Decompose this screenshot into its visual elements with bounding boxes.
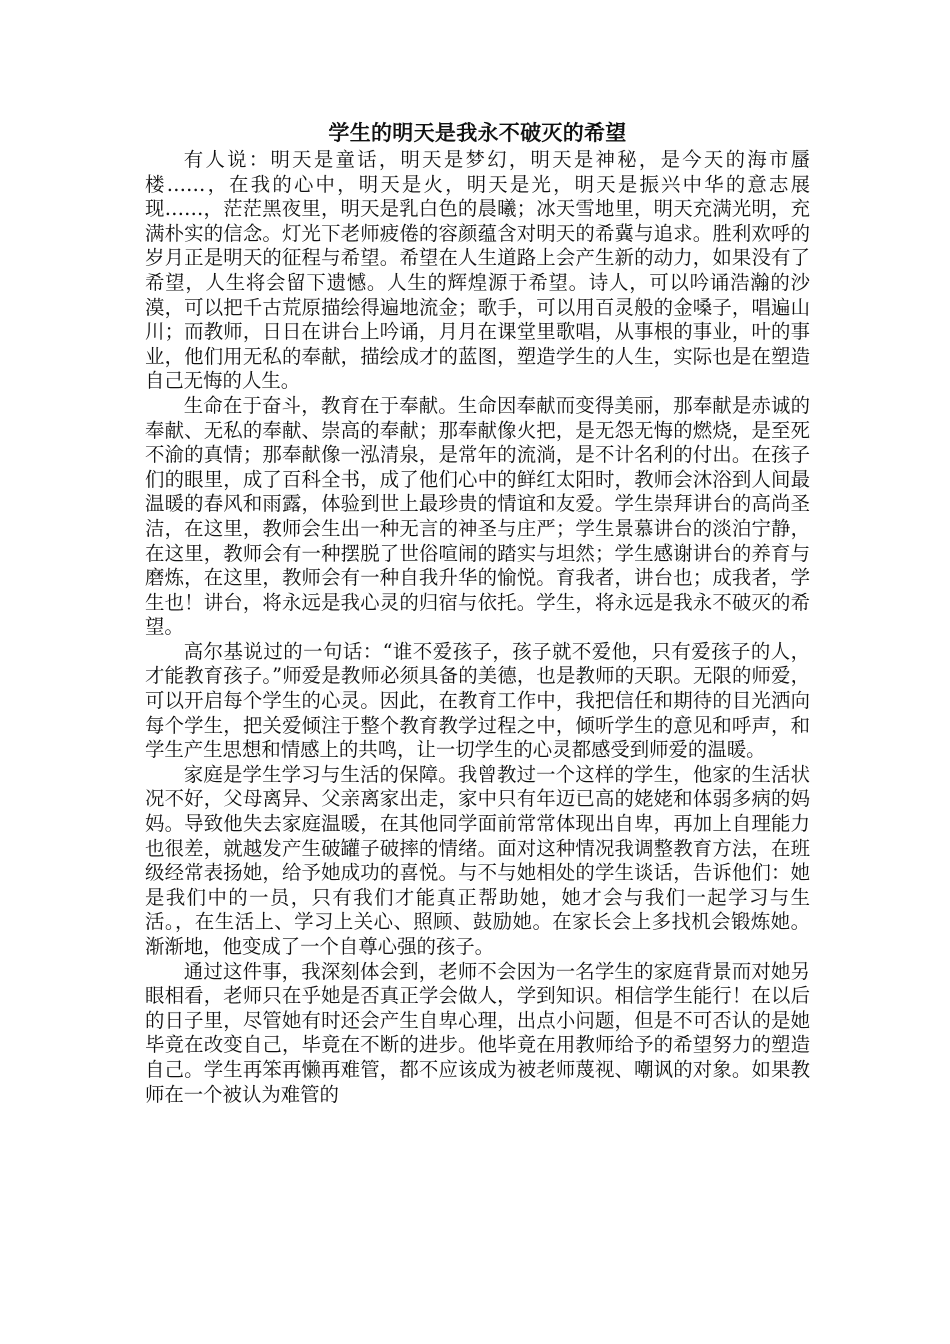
document-title: 学生的明天是我永不破灭的希望 [328, 120, 627, 145]
paragraph-3: 高尔基说过的一句话：“谁不爱孩子，孩子就不爱他，只有爱孩子的人，才能教育孩子。”师爱是教师必须具备的美德，也是教师的天职。无限的师爱，可以开启每个学生的心灵。因此，在教育工作中，我把信任和期待的目光洒向每个学生，把关爱倾注于整个教育教学过程之中，倾听学生的意见和呼声，和学生产生思想和情感上的共鸣，让一切学生的心灵都感受到师爱的温暖。 [145, 639, 810, 762]
paragraph-1: 有人说：明天是童话，明天是梦幻，明天是神秘，是今天的海市蜃楼……，在我的心中，明天是火，明天是光，明天是振兴中华的意志展现……，茫茫黑夜里，明天是乳白色的晨曦；冰天雪地里，明天充满光明，充满朴实的信念。灯光下老师疲倦的容颜蕴含对明天的希冀与追求。胜利欢呼的岁月正是明天的征程与希望。希望在人生道路上会产生新的动力，如果没有了希望，人生将会留下遗憾。人生的辉煌源于希望。诗人，可以吟诵浩瀚的沙漠，可以把千古荒原描绘得遍地流金；歌手，可以用百灵般的金嗓子，唱遍山川；而教师，日日在讲台上吟诵，月月在课堂里歌唱，从事根的事业，叶的事业，他们用无私的奉献，描绘成才的蓝图，塑造学生的人生，实际也是在塑造自己无悔的人生。 [145, 148, 810, 393]
paragraph-4: 家庭是学生学习与生活的保障。我曾教过一个这样的学生，他家的生活状况不好，父母离异、父亲离家出走，家中只有年迈已高的姥姥和体弱多病的妈妈。导致他失去家庭温暖，在其他同学面前常常体现出自卑，再加上自理能力也很差，就越发产生破罐子破摔的情绪。面对这种情况我调整教育方法，在班级经常表扬她，给予她成功的喜悦。与不与她相处的学生谈话，告诉他们：她是我们中的一员，只有我们才能真正帮助她，她才会与我们一起学习与生活。，在生活上、学习上关心、照顾、鼓励她。在家长会上多找机会锻炼她。渐渐地，他变成了一个自尊心强的孩子。 [145, 762, 810, 958]
document-page [145, 118, 810, 1107]
paragraph-5: 通过这件事，我深刻体会到，老师不会因为一名学生的家庭背景而对她另眼相看，老师只在乎她是否真正学会做人，学到知识。相信学生能行！在以后的日子里，尽管她有时还会产生自卑心理，出点小问题，但是不可否认的是她毕竟在改变自己，毕竟在不断的进步。他毕竟在用教师给予的希望努力的塑造自己。学生再笨再懒再难管，都不应该成为被老师蔑视、嘲讽的对象。如果教师在一个被认为难管的 [145, 959, 810, 1106]
paragraph-2: 生命在于奋斗，教育在于奉献。生命因奉献而变得美丽，那奉献是赤诚的奉献、无私的奉献、崇高的奉献；那奉献像火把，是无怨无悔的燃烧，是至死不渝的真情；那奉献像一泓清泉，是常年的流淌，是不计名利的付出。在孩子们的眼里，成了百科全书，成了他们心中的鲜红太阳时，教师会沐浴到人间最温暖的春风和雨露，体验到世上最珍贵的情谊和友爱。学生崇拜讲台的高尚圣洁，在这里，教师会生出一种无言的神圣与庄严；学生景慕讲台的淡泊宁静，在这里，教师会有一种摆脱了世俗喧闹的踏实与坦然；学生感谢讲台的养育与磨炼，在这里，教师会有一种自我升华的愉悦。育我者，讲台也；成我者，学生也！讲台，将永远是我心灵的归宿与依托。学生，将永远是我永不破灭的希望。 [145, 393, 810, 639]
